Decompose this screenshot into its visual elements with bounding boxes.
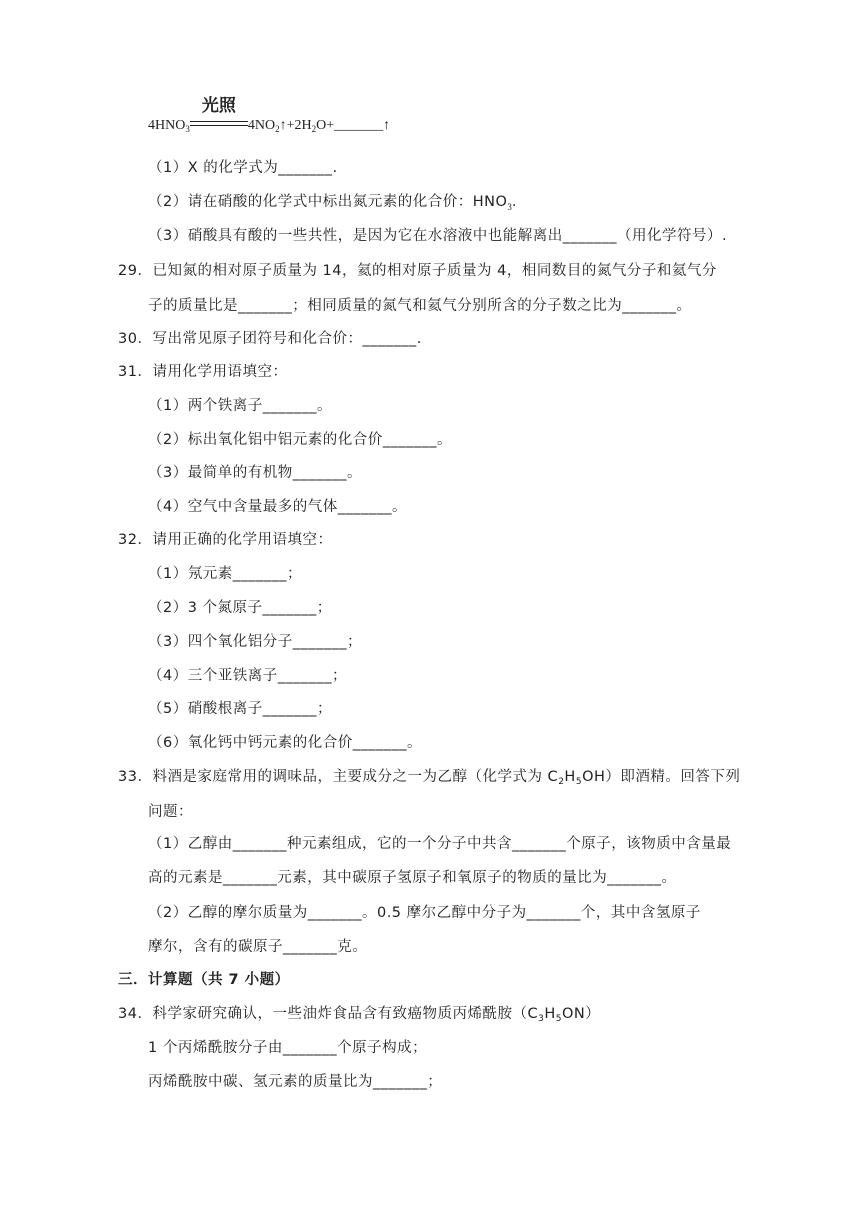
- q28-sub3: （3）硝酸具有酸的一些共性，是因为它在水溶液中也能解离出_______（用化学符号）.: [148, 228, 728, 244]
- q33-line1-end: OH）即酒精。回答下列: [582, 769, 741, 785]
- q32-item-2: （2）3 个氮原子_______；: [148, 600, 332, 616]
- equation-arrow: [190, 96, 248, 136]
- equation-product-3: O+_______: [316, 118, 384, 133]
- double-line-icon: [190, 121, 248, 126]
- q33-sub-2: 5: [575, 777, 583, 787]
- q29-line2: 子的质量比是_______；相同质量的氮气和氦气分别所含的分子数之比为_______。: [148, 298, 692, 314]
- q32-item-3: （3）四个氧化铝分子_______；: [148, 634, 362, 650]
- q30-line1: 30．写出常见原子团符号和化合价：_______.: [118, 331, 422, 347]
- q31-title: 31．请用化学用语填空：: [118, 364, 288, 380]
- equation-product-1-sub: 2: [275, 124, 280, 134]
- equation-reactant: 4HNO: [148, 118, 186, 133]
- q34-sub-1: 3: [538, 1014, 545, 1024]
- q32-item-6: （6）氧化钙中钙元素的化合价_______。: [148, 735, 422, 751]
- q34-line1-h: H: [544, 1006, 556, 1022]
- q31-item-4: （4）空气中含量最多的气体_______。: [148, 499, 407, 515]
- q33-line6: 摩尔，含有的碳原子_______克。: [148, 939, 368, 955]
- equation-condition: 光照: [201, 96, 236, 116]
- q33-line1-h: H: [564, 769, 576, 785]
- q31-item-2: （2）标出氧化铝中铝元素的化合价_______。: [148, 432, 452, 448]
- q34-line2: 1 个丙烯酰胺分子由_______个原子构成；: [148, 1040, 428, 1056]
- equation-product-2-sub: 2: [311, 124, 317, 134]
- q33-line3: （1）乙醇由_______种元素组成，它的一个分子中共含_______个原子，该物质中含量最: [148, 836, 732, 852]
- q34-line1: [118, 1004, 600, 1024]
- q32-item-5: （5）硝酸根离子_______；: [148, 701, 332, 717]
- q32-item-1: （1）氖元素_______；: [148, 566, 302, 582]
- section-heading: 三．计算题（共 7 小题）: [118, 972, 290, 988]
- q34-line1-end: ON）: [561, 1006, 601, 1022]
- q33-line2: 问题：: [148, 804, 193, 820]
- q34-line1-text: 34．科学家研究确认，一些油炸食品含有致癌物质丙烯酰胺（C: [118, 1006, 539, 1022]
- q31-item-1: （1）两个铁离子_______。: [148, 398, 332, 414]
- q33-line4: 高的元素是_______元素，其中碳原子氢原子和氧原子的物质的量比为_______。: [148, 870, 677, 886]
- q32-item-4: （4）三个亚铁离子_______；: [148, 668, 347, 684]
- q33-line1-text: 33．料酒是家庭常用的调味品，主要成分之一为乙醇（化学式为 C: [118, 769, 559, 785]
- gas-up-arrow-icon: ↑: [279, 118, 287, 133]
- q28-sub2-text: （2）请在硝酸的化学式中标出氮元素的化合价：HNO: [148, 194, 508, 210]
- q28-sub2-end: .: [511, 194, 517, 210]
- gas-up-arrow-icon-2: ↑: [383, 118, 391, 133]
- q32-title: 32．请用正确的化学用语填空：: [118, 532, 333, 548]
- q28-sub1: （1）X 的化学式为_______.: [148, 160, 338, 176]
- equation-line: [148, 96, 391, 136]
- equation-product-1: 4NO: [247, 118, 276, 133]
- q34-sub-2: 5: [555, 1014, 562, 1024]
- q33-sub-1: 2: [558, 777, 565, 787]
- q34-line3: 丙烯酰胺中碳、氢元素的质量比为_______；: [148, 1074, 443, 1090]
- equation-product-2: +2H: [286, 118, 312, 133]
- q28-sub2-subscript: 3: [507, 201, 512, 212]
- q33-line5: （2）乙醇的摩尔质量为_______。0.5 摩尔乙醇中分子为_______个，其中含氢原子: [148, 905, 701, 921]
- equation-reactant-sub: 3: [185, 124, 190, 134]
- q29-line1: 29．已知氮的相对原子质量为 14，氦的相对原子质量为 4，相同数目的氮气分子和氦气分: [118, 263, 717, 279]
- q28-sub2: [148, 192, 517, 217]
- q33-line1: [118, 767, 740, 787]
- q31-item-3: （3）最简单的有机物_______。: [148, 465, 362, 481]
